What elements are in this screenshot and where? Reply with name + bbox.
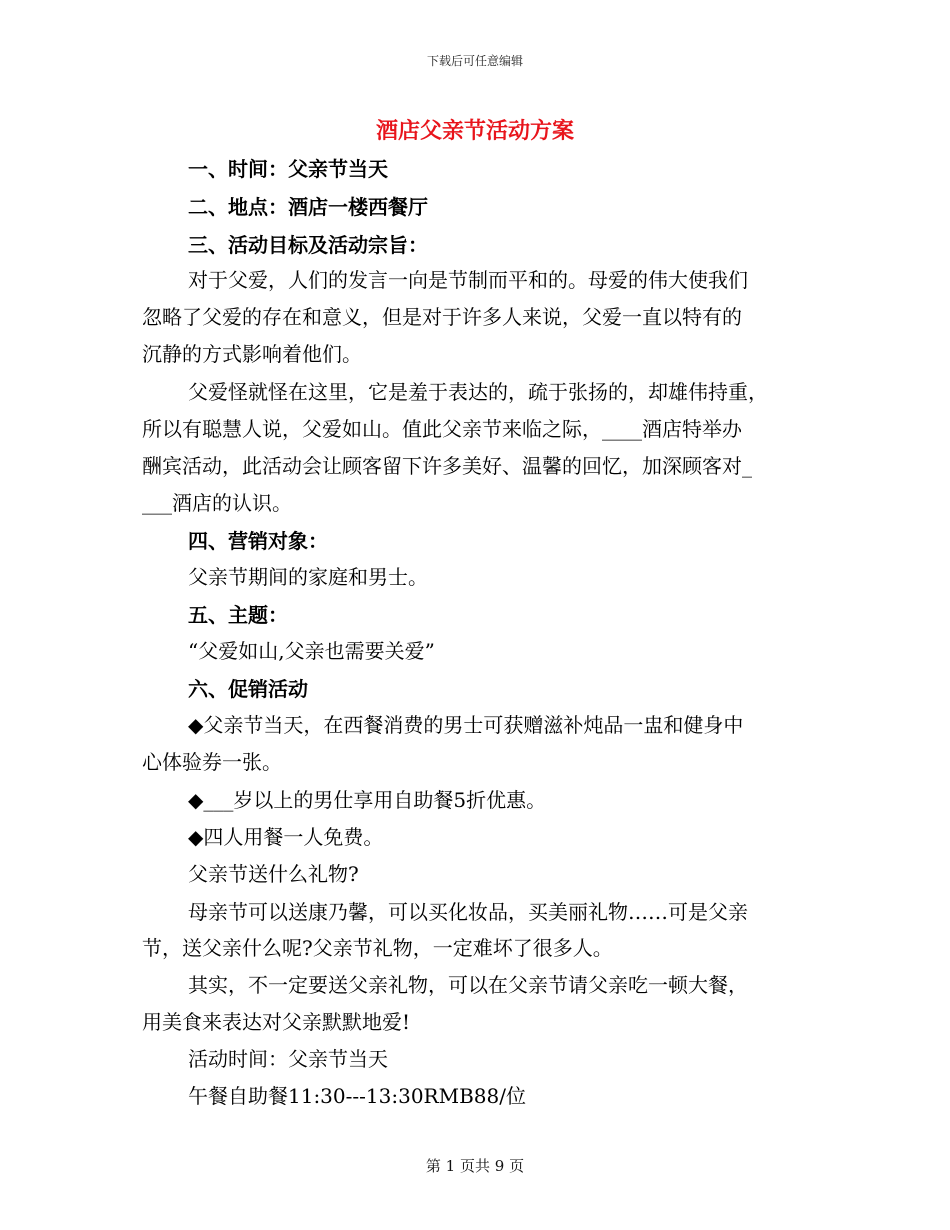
gift-question: 父亲节送什么礼物? xyxy=(188,862,359,886)
promo-item: ◆父亲节当天，在西餐消费的男士可获赠滋补炖品一盅和健身中 xyxy=(188,713,744,737)
paragraph-line: 忽略了父爱的存在和意义，但是对于许多人来说，父爱一直以特有的 xyxy=(142,305,742,329)
section-goal: 三、活动目标及活动宗旨： xyxy=(188,233,428,257)
document-title: 酒店父亲节活动方案 xyxy=(375,119,574,144)
target-text: 父亲节期间的家庭和男士。 xyxy=(188,565,428,589)
paragraph-line: 节，送父亲什么呢?父亲节礼物，一定难坏了很多人。 xyxy=(142,936,613,960)
promo-item: ◆四人用餐一人免费。 xyxy=(188,825,384,849)
paragraph-line: 其实，不一定要送父亲礼物，可以在父亲节请父亲吃一顿大餐， xyxy=(188,973,748,997)
theme-text: “父爱如山,父亲也需要关爱” xyxy=(188,639,435,663)
section-target: 四、营销对象： xyxy=(188,529,328,553)
section-theme: 五、主题： xyxy=(188,603,288,627)
paragraph-line: 所以有聪慧人说，父爱如山。值此父亲节来临之际，____酒店特举办 xyxy=(142,417,742,441)
section-place: 二、地点：酒店一楼西餐厅 xyxy=(188,195,428,219)
page-header: 下载后可任意编辑 xyxy=(426,54,523,68)
paragraph-line: 用美食来表达对父亲默默地爱! xyxy=(142,1010,411,1034)
paragraph-line: 母亲节可以送康乃馨，可以买化妆品，买美丽礼物……可是父亲 xyxy=(188,900,748,924)
paragraph-line: 沉静的方式影响着他们。 xyxy=(142,342,362,366)
promo-item: ◆___岁以上的男仕享用自助餐5折优惠。 xyxy=(188,788,547,812)
paragraph-line: ___酒店的认识。 xyxy=(142,491,292,515)
paragraph-line: 酬宾活动，此活动会让顾客留下许多美好、温馨的回忆，加深顾客对_ xyxy=(142,454,752,478)
section-time: 一、时间：父亲节当天 xyxy=(188,157,388,181)
paragraph-line: 父爱怪就怪在这里，它是羞于表达的，疏于张扬的，却雄伟持重， xyxy=(188,380,768,404)
paragraph-line: 对于父爱，人们的发言一向是节制而平和的。母爱的伟大使我们 xyxy=(188,268,748,292)
section-promo: 六、促销活动 xyxy=(188,677,308,701)
page-footer: 第 1 页共 9 页 xyxy=(425,1157,525,1175)
promo-item: 心体验券一张。 xyxy=(142,750,282,774)
activity-time: 活动时间：父亲节当天 xyxy=(188,1047,388,1071)
lunch-info: 午餐自助餐11:30---13:30RMB88/位 xyxy=(188,1084,526,1108)
